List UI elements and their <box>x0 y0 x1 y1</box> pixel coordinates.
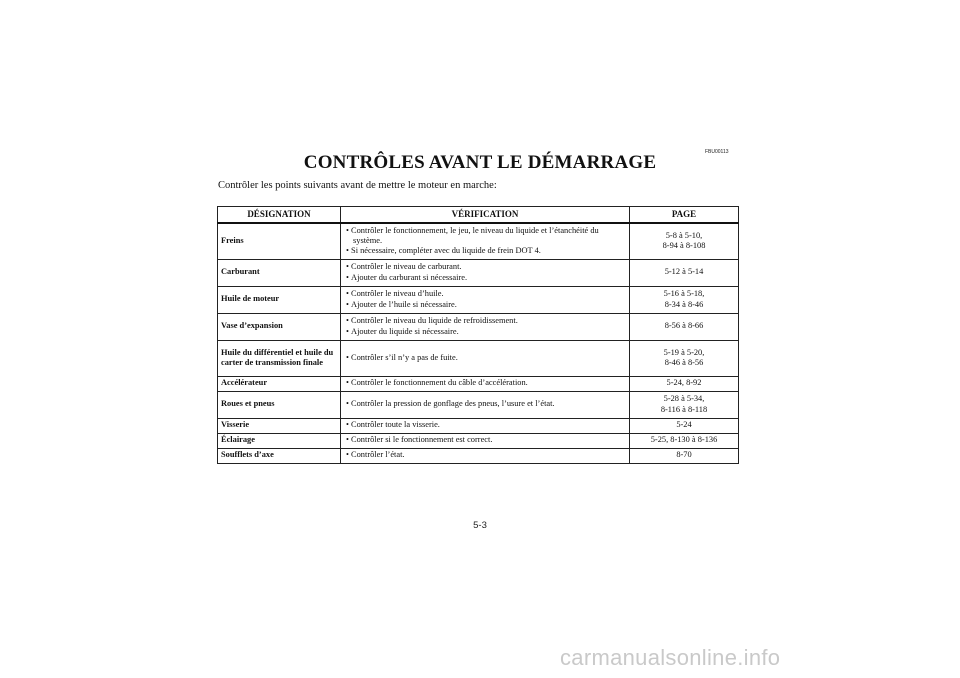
page-ref: 8-46 à 8-56 <box>664 358 704 367</box>
table-row <box>218 340 739 376</box>
header-designation: DÉSIGNATION <box>218 207 341 224</box>
row-item: Vase d’expansion <box>218 313 341 340</box>
page-ref: 5-8 à 5-10, <box>665 231 703 241</box>
row-checks <box>341 391 630 418</box>
row-item: Carburant <box>218 259 341 286</box>
document-code: FBU00113 <box>705 149 729 155</box>
row-pages <box>630 286 739 313</box>
row-pages <box>630 418 739 433</box>
table-row <box>218 433 739 448</box>
check-line: • Ajouter du carburant si nécessaire. <box>344 273 626 283</box>
page-ref: 5-16 à 5-18, <box>663 289 705 299</box>
row-checks <box>341 340 630 376</box>
watermark: carmanualsonline.info <box>560 645 781 670</box>
row-checks <box>341 376 630 391</box>
check-line: • Ajouter de l’huile si nécessaire. <box>344 300 626 310</box>
row-checks <box>341 259 630 286</box>
table-row <box>218 286 739 313</box>
row-item: Huile du différentiel et huile du carter de transmission finale <box>218 340 341 376</box>
check-line: • Contrôler s’il n’y a pas de fuite. <box>344 353 626 363</box>
table-row <box>218 391 739 418</box>
row-checks <box>341 433 630 448</box>
intro-text: Contrôler les points suivants avant de mettre le moteur en marche: <box>218 180 497 191</box>
check-line: • Ajouter du liquide si nécessaire. <box>344 327 626 337</box>
row-pages <box>630 223 739 259</box>
row-checks <box>341 418 630 433</box>
row-item: Visserie <box>218 418 341 433</box>
check-line: • Contrôler toute la visserie. <box>344 420 626 430</box>
table-row <box>218 313 739 340</box>
page-number: 5-3 <box>473 520 487 531</box>
check-line: • Contrôler le niveau du liquide de refroidissement. <box>344 316 626 326</box>
check-line: • Contrôler le fonctionnement du câble d’accélération. <box>344 378 626 388</box>
row-checks <box>341 286 630 313</box>
page-ref: 5-24, 8-92 <box>666 378 702 388</box>
row-item: Roues et pneus <box>218 391 341 418</box>
page-ref: 8-34 à 8-46 <box>664 299 704 309</box>
check-line: • Contrôler la pression de gonflage des pneus, l’usure et l’état. <box>344 399 626 409</box>
row-item: Freins <box>218 223 341 259</box>
page-ref: 5-24 <box>676 420 692 430</box>
row-pages <box>630 433 739 448</box>
check-line: • Si nécessaire, compléter avec du liquide de frein DOT 4. <box>344 246 626 256</box>
page-ref: 8-94 à 8-108 <box>662 241 706 251</box>
row-item: Accélérateur <box>218 376 341 391</box>
check-line: • Contrôler le niveau de carburant. <box>344 262 626 272</box>
page-title: CONTRÔLES AVANT LE DÉMARRAGE <box>303 152 657 173</box>
row-item: Huile de moteur <box>218 286 341 313</box>
row-pages <box>630 340 739 376</box>
page-ref: 8-56 à 8-66 <box>664 321 704 331</box>
row-pages <box>630 448 739 463</box>
header-verification: VÉRIFICATION <box>341 207 630 224</box>
check-line: • Contrôler l’état. <box>344 450 626 460</box>
checks-table <box>217 206 739 464</box>
row-pages <box>630 391 739 418</box>
page-ref: 8-70 <box>676 450 692 460</box>
table-row <box>218 259 739 286</box>
check-line: • Contrôler le niveau d’huile. <box>344 289 626 299</box>
row-pages <box>630 259 739 286</box>
page-ref: 5-28 à 5-34, <box>663 394 705 404</box>
row-item: Éclairage <box>218 433 341 448</box>
page-ref: 5-19 à 5-20, <box>663 347 705 357</box>
row-checks <box>341 223 630 259</box>
table-row <box>218 223 739 259</box>
row-pages <box>630 376 739 391</box>
row-pages <box>630 313 739 340</box>
table-row <box>218 418 739 433</box>
check-line: • Contrôler le fonctionnement, le jeu, le niveau du liquide et l’étanchéité du système. <box>344 226 626 246</box>
page-ref: 5-25, 8-130 à 8-136 <box>650 435 718 445</box>
table-row <box>218 448 739 463</box>
row-checks <box>341 448 630 463</box>
page-ref: 8-116 à 8-118 <box>660 404 708 414</box>
check-line: • Contrôler si le fonctionnement est correct. <box>344 435 626 445</box>
row-item: Soufflets d’axe <box>218 448 341 463</box>
table-header-row <box>218 207 739 224</box>
row-checks <box>341 313 630 340</box>
table-row <box>218 376 739 391</box>
header-page: PAGE <box>630 207 739 224</box>
page-ref: 5-12 à 5-14 <box>664 267 704 277</box>
